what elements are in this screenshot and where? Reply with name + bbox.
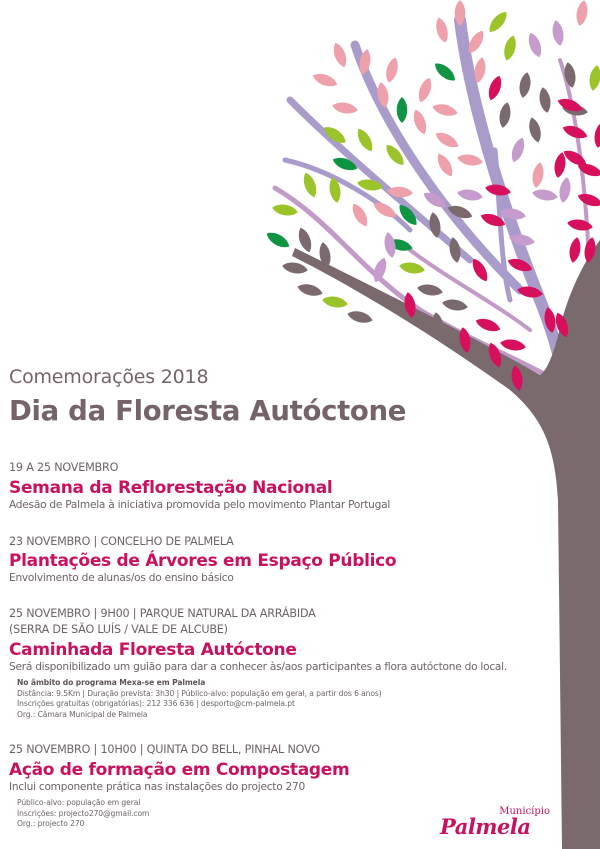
event-3-detail-line: Org.: Câmara Municipal de Palmela [17,709,148,719]
event-1-description: Adesão de Palmela à iniciativa promovida pelo movimento Plantar Portugal [9,499,391,511]
event-3-detail-line: Distância: 9.5Km | Duração prevista: 3h30 | Público-alvo: população em geral, a partir dos 6 anos) [17,688,382,698]
event-4-details [17,798,149,830]
event-3-meta: 25 NOVEMBRO | 9H00 | PARQUE NATURAL DA ARRÁBIDA [9,607,316,620]
page-title: Dia da Floresta Autóctone [9,395,407,427]
logo-subtext: Município [499,806,550,817]
event-subtitle: Comemorações 2018 [9,366,209,388]
event-3-title: Caminhada Floresta Autóctone [9,640,297,660]
event-4-detail-line: Público-alvo: população em geral [17,798,141,807]
event-2-title: Plantações de Árvores em Espaço Público [9,551,397,571]
event-4-description: Inclui componente prática nas instalações do projecto 270 [9,781,306,793]
event-3-details [17,678,382,720]
event-4-meta: 25 NOVEMBRO | 10H00 | QUINTA DO BELL, PINHAL NOVO [9,743,320,756]
event-4-detail-line: Inscrições: projecto270@gmail.com [17,808,150,818]
event-3-detail-line: Inscrições gratuitas (obrigatórias): 212 336 636 | desporto@cm-palmela.pt [17,699,295,708]
event-2-meta: 23 NOVEMBRO | CONCELHO DE PALMELA [9,535,234,548]
event-2-description: Envolvimento de alunas/os do ensino básico [9,572,234,584]
logo-wordmark: Palmela [440,814,531,839]
event-1-title: Semana da Reflorestação Nacional [9,478,333,498]
event-4-detail-line: Org.: projecto 270 [17,819,85,828]
event-3-meta-line2: (SERRA DE SÃO LUÍS / VALE DE ALCUBE) [9,623,228,636]
event-4-title: Ação de formação em Compostagem [9,760,350,780]
event-1-meta: 19 A 25 NOVEMBRO [9,461,119,474]
municipio-palmela-logo [440,806,550,840]
event-3-details-heading: No âmbito do programa Mexa-se em Palmela [17,678,206,687]
event-3-description: Será disponibilizado um guião para dar a conhecer às/aos participantes a flora autóctone do local. [9,661,507,673]
